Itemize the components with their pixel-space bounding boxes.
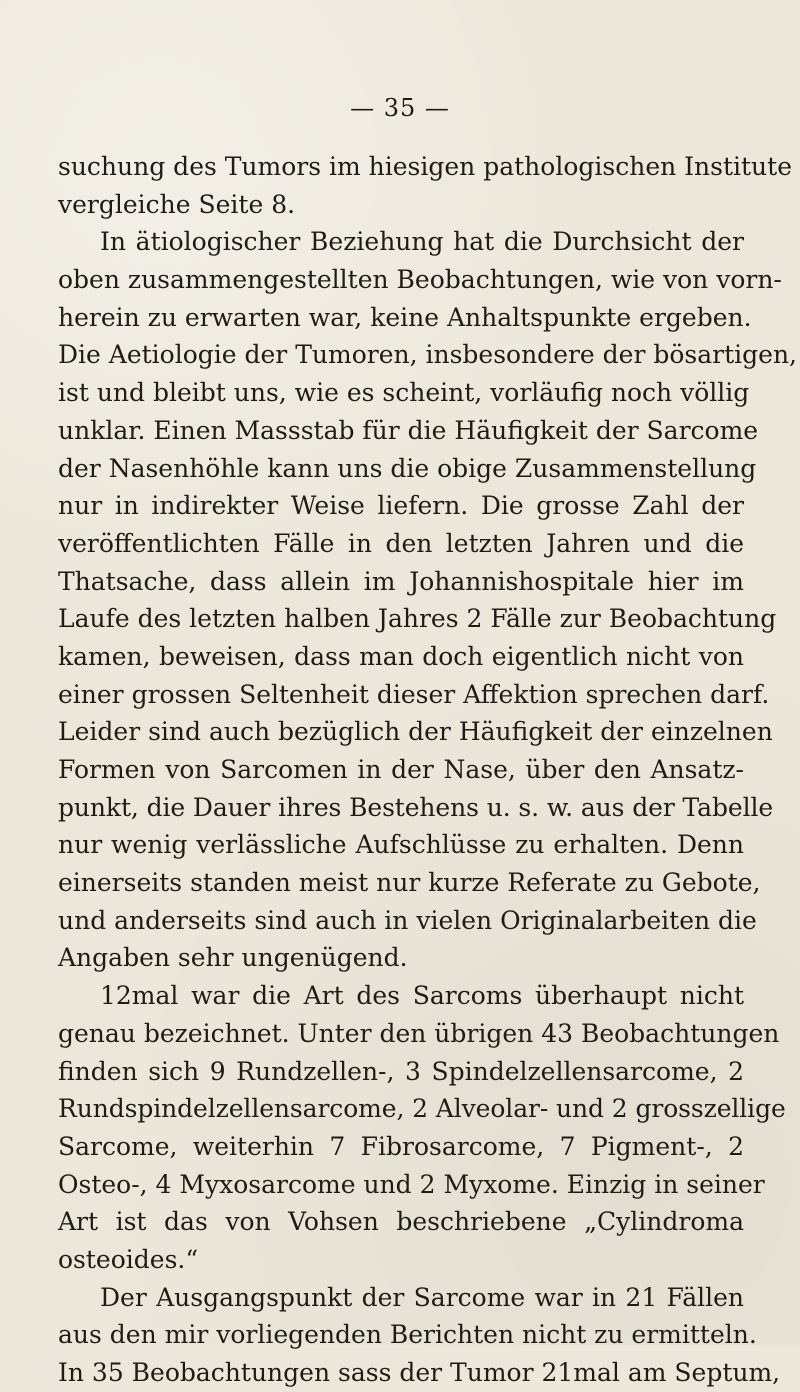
text-line-25: finden sich 9 Rundzellen-, 3 Spindelzellensarcome, 2 xyxy=(58,1056,744,1086)
text-line-10: nur in indirekter Weise liefern. Die grosse Zahl der xyxy=(58,491,744,521)
text-line-32: aus den mir vorliegenden Berichten nicht zu ermitteln. xyxy=(58,1320,757,1350)
body-text xyxy=(58,148,798,1392)
page-number: — 35 — xyxy=(350,94,450,122)
text-line-21: und anderseits sind auch in vielen Originalarbeiten die xyxy=(58,905,757,935)
text-line-23: 12mal war die Art des Sarcoms überhaupt nicht xyxy=(100,981,744,1011)
text-line-12: Thatsache, dass allein im Johannishospitale hier im xyxy=(58,566,744,596)
text-line-16: Leider sind auch bezüglich der Häufigkeit der einzelnen xyxy=(58,717,773,747)
text-line-14: kamen, beweisen, dass man doch eigentlich nicht von xyxy=(58,641,744,671)
text-line-24: genau bezeichnet. Unter den übrigen 43 Beobachtungen xyxy=(58,1018,780,1048)
text-line-1: suchung des Tumors im hiesigen pathologischen Institute xyxy=(58,152,792,181)
text-line-17: Formen von Sarcomen in der Nase, über den Ansatz- xyxy=(58,755,744,784)
text-line-2: vergleiche Seite 8. xyxy=(58,189,296,219)
text-line-31: Der Ausgangspunkt der Sarcome war in 21 Fällen xyxy=(100,1282,744,1312)
text-line-13: Laufe des letzten halben Jahres 2 Fälle zur Beobachtung xyxy=(58,604,777,634)
text-line-20: einerseits standen meist nur kurze Referate zu Gebote, xyxy=(58,868,761,898)
text-line-22: Angaben sehr ungenügend. xyxy=(58,943,408,973)
text-line-6: Die Aetiologie der Tumoren, insbesondere der bösartigen, xyxy=(58,340,798,370)
text-line-30: osteoides.“ xyxy=(58,1244,199,1274)
text-line-15: einer grossen Seltenheit dieser Affektion sprechen darf. xyxy=(58,679,770,709)
text-line-11: veröffentlichten Fälle in den letzten Jahren und die xyxy=(58,528,744,558)
text-line-26: Rundspindelzellensarcome, 2 Alveolar- und 2 grosszellige xyxy=(58,1094,786,1124)
text-line-27: Sarcome, weiterhin 7 Fibrosarcome, 7 Pigment-, 2 xyxy=(58,1131,744,1161)
text-line-33: In 35 Beobachtungen sass der Tumor 21mal am Septum, xyxy=(58,1358,781,1387)
text-line-29: Art ist das von Vohsen beschriebene „Cylindroma xyxy=(58,1207,744,1237)
text-line-8: unklar. Einen Massstab für die Häufigkeit der Sarcome xyxy=(58,415,759,445)
text-line-28: Osteo-, 4 Myxosarcome und 2 Myxome. Einzig in seiner xyxy=(58,1169,765,1199)
text-line-9: der Nasenhöhle kann uns die obige Zusammenstellung xyxy=(58,453,757,483)
text-line-7: ist und bleibt uns, wie es scheint, vorläufig noch völlig xyxy=(58,378,750,408)
text-line-19: nur wenig verlässliche Aufschlüsse zu erhalten. Denn xyxy=(58,830,744,860)
text-line-5: herein zu erwarten war, keine Anhaltspunkte ergeben. xyxy=(58,302,752,332)
text-line-4: oben zusammengestellten Beobachtungen, wie von vorn- xyxy=(58,265,782,295)
text-line-3: In ätiologischer Beziehung hat die Durchsicht der xyxy=(100,227,744,257)
text-line-18: punkt, die Dauer ihres Bestehens u. s. w. aus der Tabelle xyxy=(58,792,774,822)
